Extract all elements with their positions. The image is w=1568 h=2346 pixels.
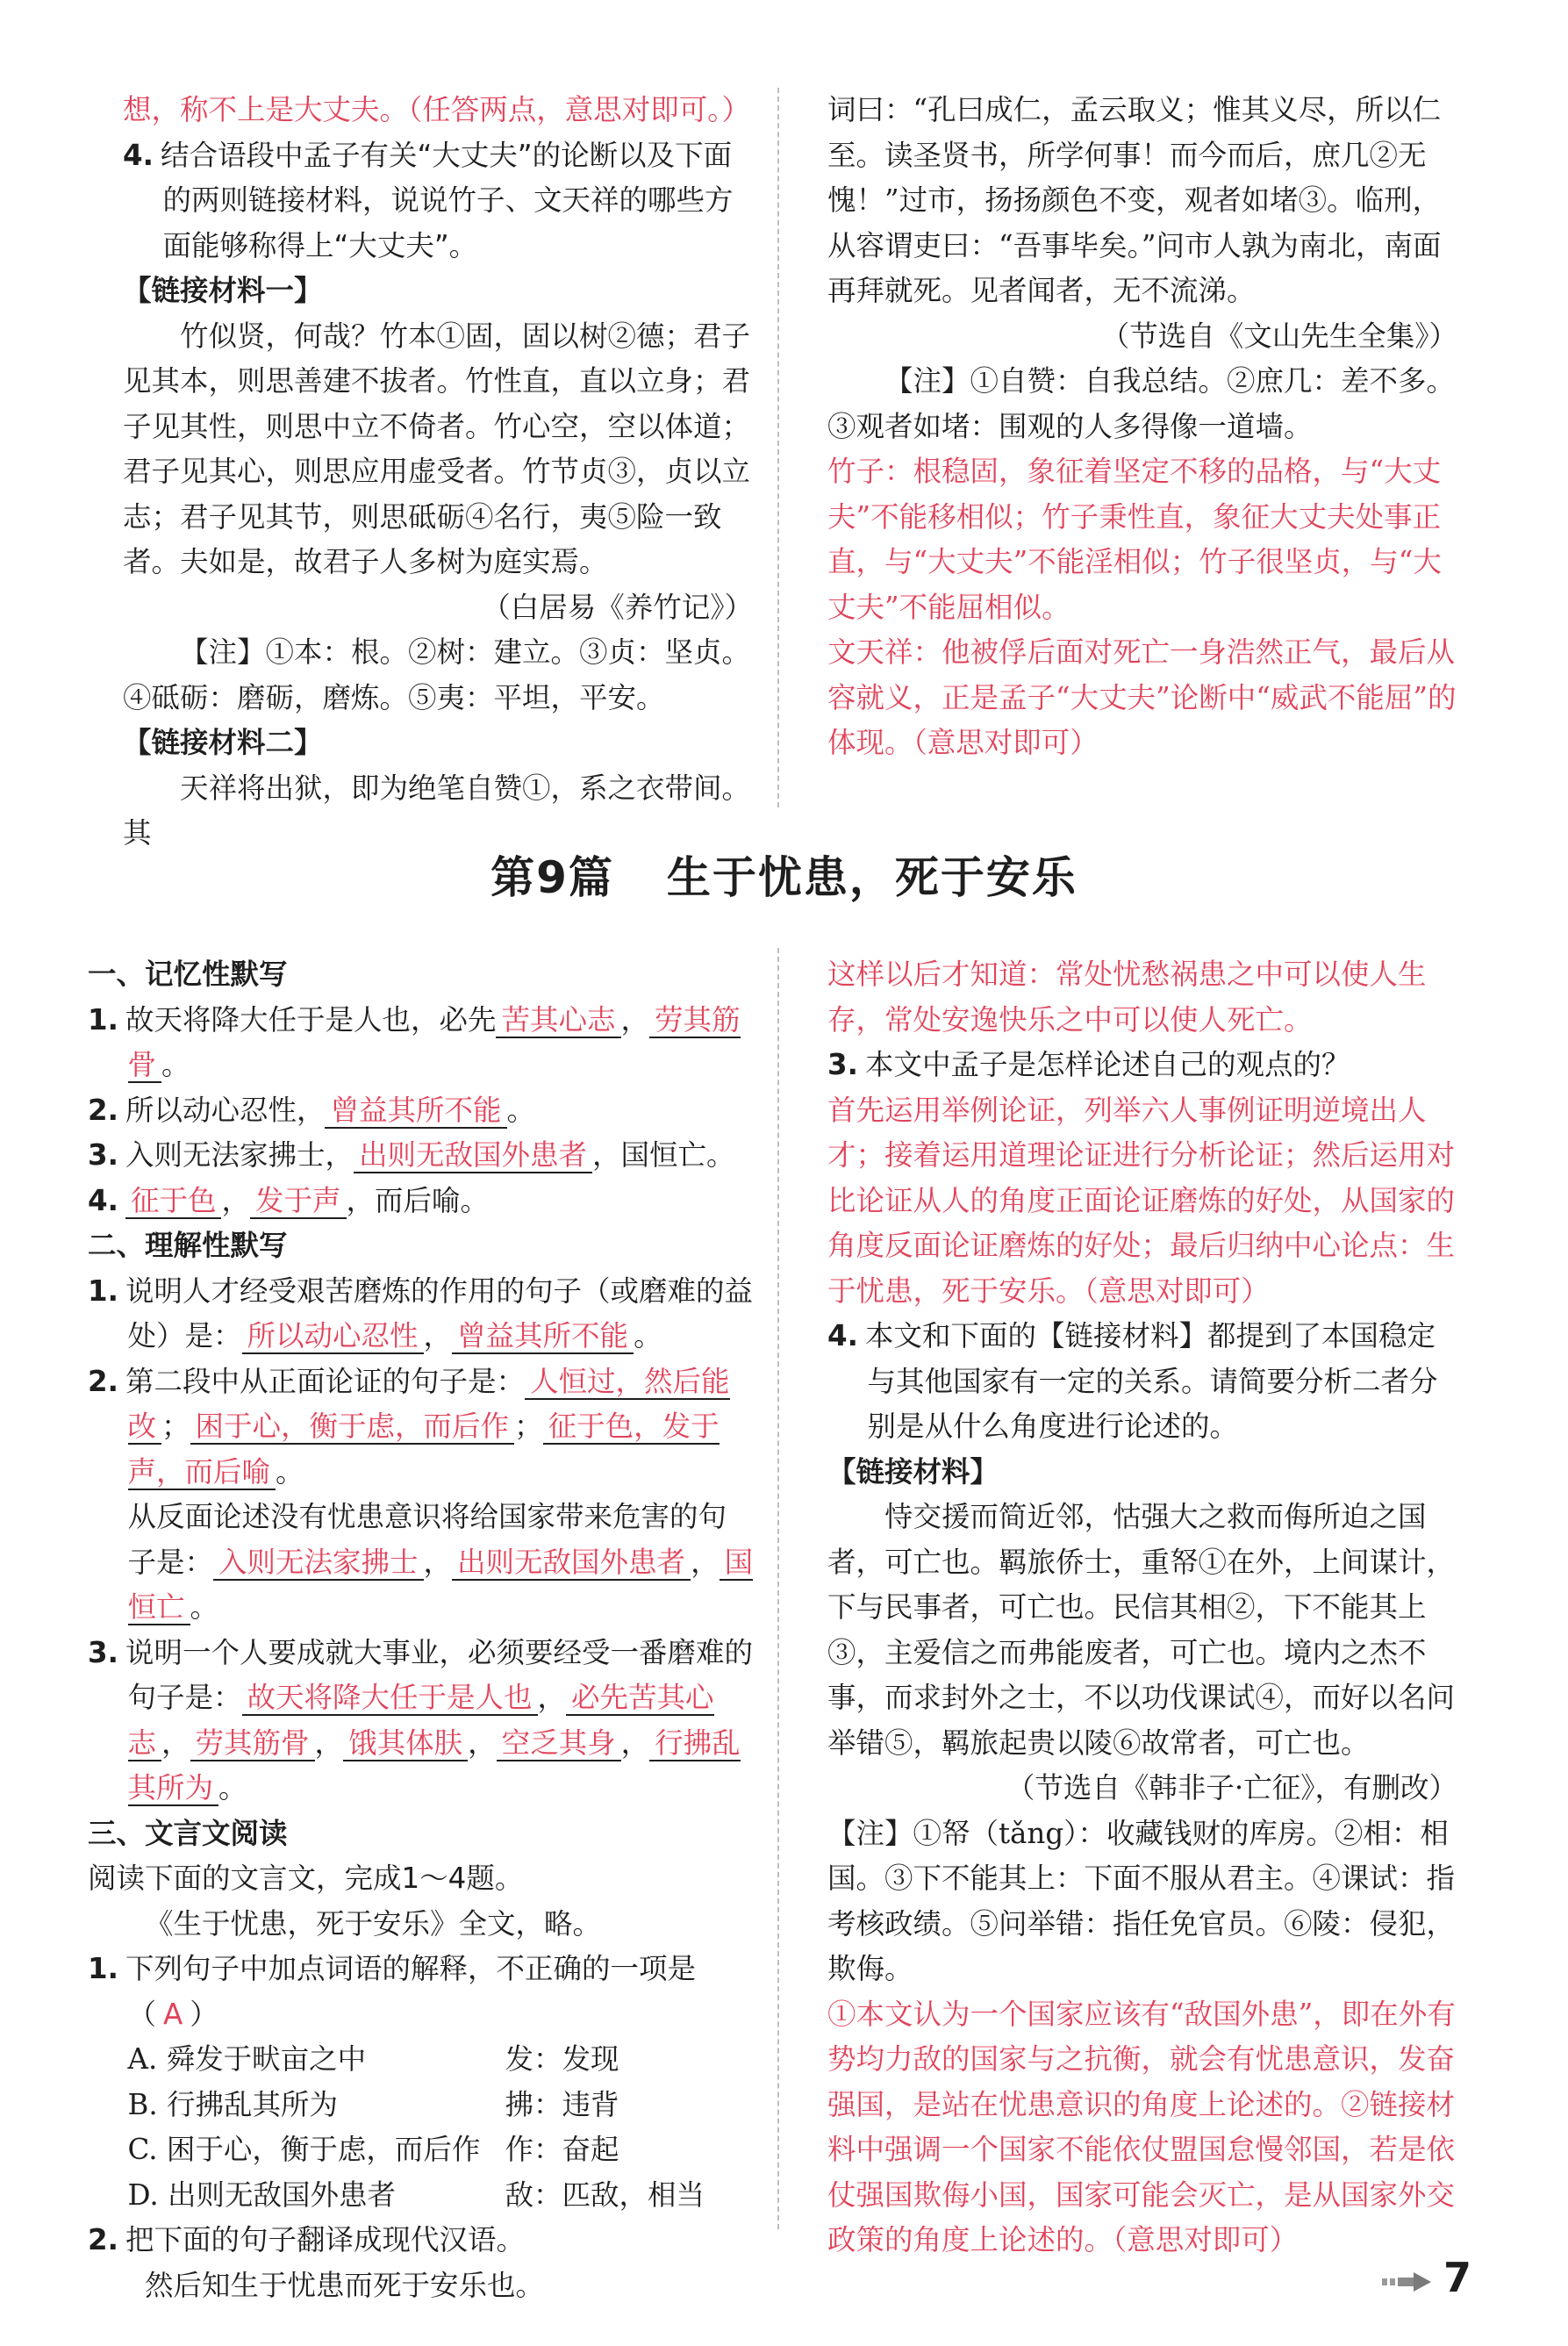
item-text: 。 bbox=[190, 1590, 219, 1624]
item-text: ，而后喻。 bbox=[346, 1183, 490, 1217]
page-number-footer bbox=[1382, 2254, 1471, 2301]
item-text: 说明人才经受艰苦磨炼的作用的句子（或磨难的益处）是： bbox=[125, 1273, 753, 1352]
understanding-item-2-negative: 从反面论述没有忧患意识将给国家带来危害的句子是： 入则无法家拂士 ， 出则无敌国外患者 ， 国恒亡 。 bbox=[127, 1500, 754, 1624]
item-text: 。 bbox=[634, 1319, 662, 1352]
item-number: 3. bbox=[88, 1138, 118, 1172]
link-material-2-text: 天祥将出狱，即为绝笔自赞①，系之衣带间。其 bbox=[123, 771, 751, 850]
item-text: 本文和下面的【链接材料】都提到了本国稳定与其他国家有一定的关系。请简要分析二者分别是从什么角度进行论述的。 bbox=[864, 1319, 1438, 1443]
answer-blank: 征于色，发于声，而后喻 bbox=[127, 1410, 720, 1489]
answer-4: ①本文认为一个国家应该有“敌国外患”，即在外有势均力敌的国家与之抗衡，就会有忧患意识，发奋强国，是站在忧患意识的角度上论述的。②链接材料中强调一个国家不能依仗盟国怠慢邻国，若是依仗强国欺侮小国，国家可能会灭亡，是从国家外交政策的角度上论述的。（意思对即可） bbox=[827, 1997, 1456, 2256]
link-material-2-note: 【注】①自赞：自我总结。②庶几：差不多。③观者如堵：围观的人多得像一道墙。 bbox=[827, 364, 1456, 443]
item-text: 入则无法家拂士， bbox=[125, 1138, 354, 1172]
link-material-1-source: （白居易《养竹记》） bbox=[482, 590, 753, 624]
answer-blank: 行拂乱其所为 bbox=[127, 1725, 741, 1804]
answer-blank: 困于心，衡于虑，而后作 bbox=[190, 1410, 515, 1445]
section-heading-memory: 一、记忆性默写 bbox=[88, 958, 288, 991]
bottom-right-column bbox=[827, 952, 1457, 2263]
understanding-item-2: 2. 第二段中从正面论证的句子是： 人恒过，然后能改 ； 困于心，衡于虑，而后作 ； 征于色，发于声，而后喻 。 bbox=[88, 1364, 730, 1489]
answer-4-bamboo: 竹子：根稳固，象征着坚定不移的品格，与“大丈夫”不能移相似；竹子秉性直，象征大丈夫处事正直，与“大丈夫”不能淫相似；竹子很坚贞，与“大丈夫”不能屈相似。 bbox=[827, 455, 1442, 624]
item-number: 1. bbox=[88, 1002, 118, 1037]
link-material-1-heading: 【链接材料一】 bbox=[123, 274, 323, 307]
item-number: 2. bbox=[88, 1364, 118, 1398]
item-number: 4. bbox=[88, 1183, 118, 1217]
answer-4-wen-tianxiang: 文天祥：他被俘后面对死亡一身浩然正气，最后从容就义，正是孟子“大丈夫”论断中“威武不能屈”的体现。（意思对即可） bbox=[827, 635, 1457, 759]
options-list bbox=[88, 2037, 755, 2218]
item-text: 。 bbox=[276, 1454, 304, 1489]
option-gloss: 发：发现 bbox=[505, 2042, 619, 2076]
answer-blank: 征于色 bbox=[125, 1184, 222, 1219]
question-4 bbox=[123, 133, 753, 269]
link-material-source: （节选自《韩非子·亡征》，有删改） bbox=[1006, 1771, 1457, 1804]
answer-blank: 发于声 bbox=[250, 1184, 347, 1219]
link-material-heading: 【链接材料】 bbox=[827, 1454, 999, 1489]
link-material-note: 【注】①帑（tǎng）：收藏钱财的库房。②相：相国。③下不能其上：下面不服从君主。④课试：指考核政绩。⑤问举错：指任免官员。⑥陵：侵犯，欺侮。 bbox=[827, 1816, 1456, 1985]
memory-item-1: 1. 故天将降大任于是人也，必先 苦其心志 ， 劳其筋骨 。 bbox=[88, 1002, 741, 1081]
link-material-text: 恃交援而简近邻，怙强大之救而侮所迫之国者，可亡也。羁旅侨士，重帑①在外，上间谋计，下与民事者，可亡也。民信其相②，下不能其上③，主爱信之而弗能废者，可亡也。境内之杰不事，而求封外之士，不以功伐课试④，而好以名问举错⑤，羁旅起贵以陵⑥故常者，可亡也。 bbox=[827, 1500, 1456, 1760]
answer-blank: 出则无敌国外患者 bbox=[354, 1138, 592, 1173]
top-left-column bbox=[123, 88, 753, 857]
answer-blank: 人恒过，然后能改 bbox=[127, 1364, 730, 1443]
reading-question-2 bbox=[88, 2218, 755, 2263]
option-gloss: 敌：匹敌，相当 bbox=[505, 2177, 705, 2212]
answer-blank: 空乏其身 bbox=[497, 1726, 621, 1761]
translation-sentence: 然后知生于忧患而死于安乐也。 bbox=[145, 2268, 545, 2302]
item-text: ，国恒亡。 bbox=[592, 1138, 735, 1172]
answer-blank: 曾益其所不能 bbox=[325, 1094, 506, 1129]
answer-blank: 曾益其所不能 bbox=[452, 1319, 634, 1354]
option-b bbox=[128, 2083, 755, 2128]
answer-blank: 所以动心忍性 bbox=[242, 1319, 424, 1354]
memory-item-3 bbox=[88, 1133, 755, 1179]
understanding-item-1: 1. 说明人才经受艰苦磨炼的作用的句子（或磨难的益处）是： 所以动心忍性 ， 曾益其所不能 。 bbox=[88, 1273, 753, 1352]
item-number: 4. bbox=[827, 1319, 858, 1352]
link-material-1-text: 竹似贤，何哉？竹本①固，固以树②德；君子见其本，则思善建不拔者。竹性直，直以立身；君子见其性，则思中立不倚者。竹心空，空以体道；君子见其心，则思应用虚受者。竹节贞③，贞以立志；君子见其节，则思砥砺④名行，夷⑤险一致者。夫如是，故君子人多树为庭实焉。 bbox=[123, 319, 751, 578]
item-text: 故天将降大任于是人也，必先 bbox=[125, 1002, 497, 1037]
option-gloss: 拂：违背 bbox=[505, 2087, 619, 2121]
article-number: 第9篇 bbox=[490, 852, 614, 903]
section-heading-reading: 三、文言文阅读 bbox=[88, 1816, 288, 1850]
item-text: 把下面的句子翻译成现代汉语。 bbox=[125, 2223, 525, 2256]
option-c bbox=[128, 2127, 755, 2173]
item-number: 3. bbox=[827, 1048, 858, 1081]
memory-item-2 bbox=[88, 1088, 755, 1134]
reading-question-3 bbox=[827, 1043, 1457, 1088]
reading-text-note: 《生于忧患，死于安乐》全文，略。 bbox=[145, 1906, 602, 1941]
answer-blank: 劳其筋骨 bbox=[127, 1002, 741, 1081]
answer-blank: 饿其体肤 bbox=[343, 1726, 468, 1761]
understanding-item-3: 3. 说明一个人要成就大事业，必须要经受一番磨难的句子是： 故天将降大任于是人也 ， 必先苦其心志 ， 劳其筋骨 ， 饿其体肤 ， 空乏其身 ， 行拂乱其所为 。 bbox=[88, 1635, 753, 1804]
answer-blank: 国恒亡 bbox=[127, 1545, 754, 1624]
reading-question-4 bbox=[827, 1314, 1457, 1450]
arrow-right-icon bbox=[1382, 2254, 1431, 2301]
article-title: 生于忧患，死于安乐 bbox=[666, 852, 1078, 903]
link-material-2-heading: 【链接材料二】 bbox=[123, 726, 323, 759]
page-title bbox=[0, 843, 1568, 906]
item-text: 。 bbox=[218, 1771, 247, 1804]
answer-blank: 出则无敌国外患者 bbox=[452, 1546, 691, 1581]
page-number: 7 bbox=[1443, 2254, 1471, 2301]
memory-item-4: 4. 征于色 ， 发于声 ，而后喻。 bbox=[88, 1183, 490, 1217]
item-text: ） bbox=[190, 1997, 218, 2031]
answer-3: 首先运用举例论证，列举六人事例证明逆境出人才；接着运用道理论证进行分析论证；然后运用对比论证从人的角度正面论证磨炼的好处，从国家的角度反面论证磨炼的好处；最后归纳中心论点：生于忧患，死于安乐。（意思对即可） bbox=[827, 1093, 1456, 1308]
option-sentence: D. 出则无敌国外患者 bbox=[127, 2177, 397, 2212]
link-material-1-note: 【注】①本：根。②树：建立。③贞：坚贞。④砥砺：磨砺，磨炼。⑤夷：平坦，平安。 bbox=[123, 635, 751, 714]
answer-blank: 劳其筋骨 bbox=[190, 1726, 315, 1761]
option-gloss: 作：奋起 bbox=[505, 2133, 619, 2166]
section-heading-understanding: 二、理解性默写 bbox=[88, 1229, 288, 1262]
answer-blank: 苦其心志 bbox=[496, 1003, 620, 1038]
option-sentence: C. 困于心，衡于虑，而后作 bbox=[127, 2133, 481, 2166]
item-number: 2. bbox=[88, 1093, 118, 1127]
item-text: 所以动心忍性， bbox=[125, 1093, 326, 1127]
answer-translation: 这样以后才知道：常处忧愁祸患之中可以使人生存，常处安逸快乐之中可以使人死亡。 bbox=[827, 958, 1427, 1037]
reading-instruction: 阅读下面的文言文，完成1～4题。 bbox=[88, 1862, 524, 1895]
reading-question-1 bbox=[88, 1947, 755, 2037]
link-material-2-source: （节选自《文山先生全集》） bbox=[1100, 319, 1457, 353]
item-number: 1. bbox=[88, 1273, 118, 1308]
item-text: 。 bbox=[161, 1048, 190, 1081]
option-a bbox=[128, 2037, 755, 2083]
option-d bbox=[128, 2173, 755, 2219]
column-divider-bottom bbox=[777, 948, 779, 2229]
choice-answer: A bbox=[163, 1997, 183, 2031]
answer-blank: 故天将降大任于是人也 bbox=[242, 1681, 538, 1716]
answer-blank: 入则无法家拂士 bbox=[213, 1546, 424, 1581]
option-sentence: B. 行拂乱其所为 bbox=[127, 2087, 339, 2121]
item-text: 本文中孟子是怎样论述自己的观点的？ bbox=[864, 1048, 1350, 1081]
link-material-2-continued: 词曰：“孔曰成仁，孟云取义；惟其义尽，所以仁至。读圣贤书，所学何事！而今而后，庶几②无愧！”过市，扬扬颜色不变，观者如堵③。临刑，从容谓吏曰：“吾事毕矣。”问市人孰为南北，南面再拜就死。见者闻者，无不流涕。 bbox=[827, 93, 1442, 307]
item-text: 从反面论述没有忧患意识将给国家带来危害的句子是： bbox=[127, 1500, 727, 1579]
item-text: 。 bbox=[506, 1093, 536, 1127]
item-text: 说明一个人要成就大事业，必须要经受一番磨难的句子是： bbox=[125, 1635, 753, 1714]
bottom-left-column bbox=[88, 952, 755, 2308]
answer-blank: 必先苦其心志 bbox=[127, 1681, 714, 1760]
column-divider-top bbox=[777, 88, 779, 807]
question-number: 4. bbox=[123, 138, 154, 172]
answer-3-tail: 想，称不上是大丈夫。（任答两点，意思对即可。） bbox=[123, 93, 751, 126]
item-number: 3. bbox=[88, 1635, 118, 1669]
item-text: 第二段中从正面论证的句子是： bbox=[125, 1364, 525, 1398]
item-text: 下列句子中加点词语的解释，不正确的一项是（ bbox=[125, 1952, 696, 2031]
question-text: 结合语段中孟子有关“大丈夫”的论断以及下面的两则链接材料，说说竹子、文天祥的哪些方面能够称得上“大丈夫”。 bbox=[160, 138, 734, 262]
top-right-column bbox=[827, 88, 1457, 766]
option-sentence: A. 舜发于畎亩之中 bbox=[127, 2042, 367, 2076]
item-number: 2. bbox=[88, 2223, 118, 2256]
item-number: 1. bbox=[88, 1952, 118, 1985]
